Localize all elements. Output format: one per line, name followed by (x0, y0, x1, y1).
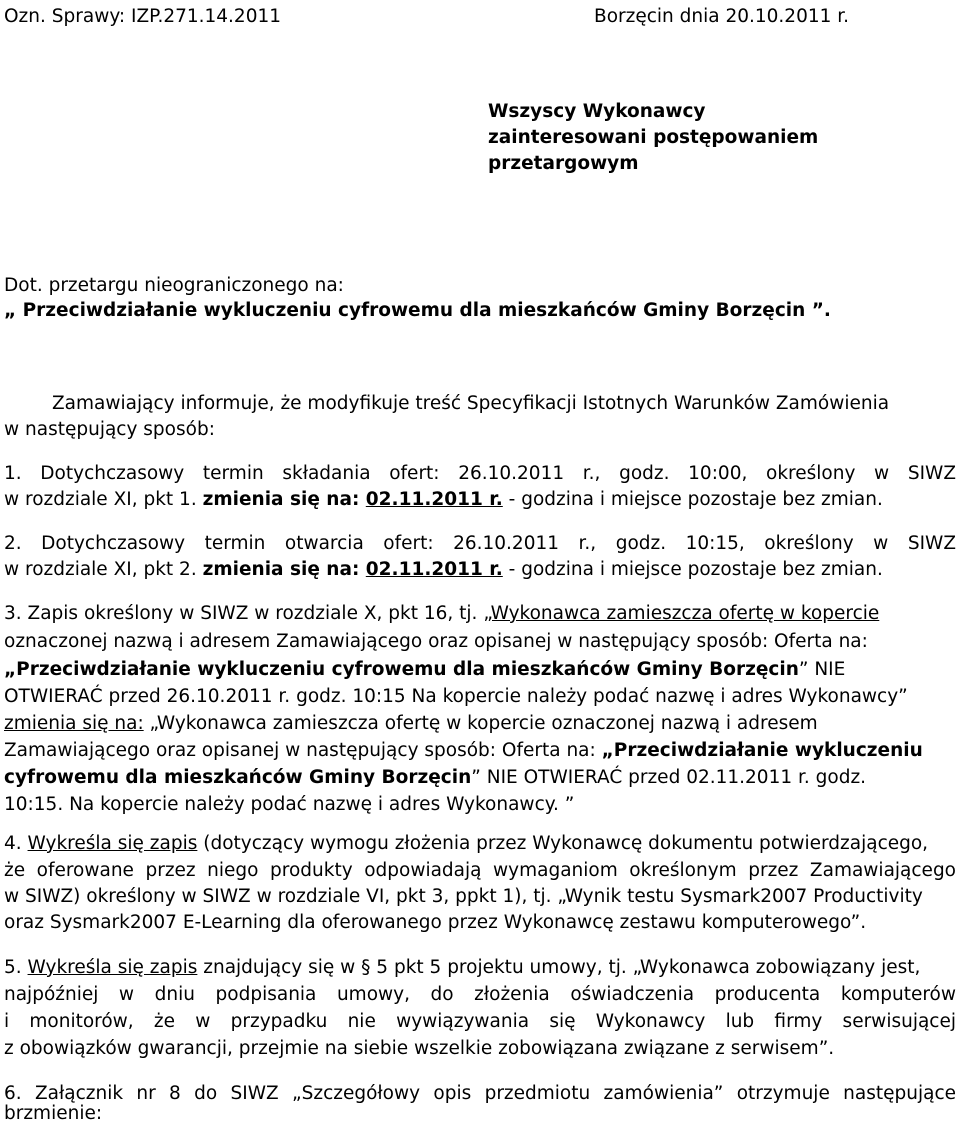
item-3-line-6: Zamawiającego oraz opisanej w następujący sposób: Oferta na: „Przeciwdziałanie wykluczeniu (4, 740, 923, 761)
item-3-line-7: cyfrowemu dla mieszkańców Gminy Borzęcin” NIE OTWIERAĆ przed 02.11.2011 r. godz. (4, 767, 867, 788)
item-4-line-4: oraz Sysmark2007 E-Learning dla oferowanego przez Wykonawcę zestawu komputerowego”. (4, 912, 867, 933)
intro-line-1: Zamawiający informuje, że modyfikuje treść Specyfikacji Istotnych Warunków Zamówienia (52, 393, 890, 414)
item-2-new-date: 02.11.2011 r. (365, 559, 503, 580)
item-2-change-label: zmienia się na: (202, 559, 366, 580)
item-1-line-1: 1. Dotychczasowy termin składania ofert: 26.10.2011 r., godz. 10:00, określony w SIWZ (4, 463, 956, 484)
item-5-line-4: z obowiązków gwarancji, przejmie na siebie wszelkie zobowiązana związane z serwisem”. (4, 1038, 835, 1059)
addressee-line-2: zainteresowani postępowaniem (488, 127, 819, 148)
item-5-strike-label: Wykreśla się zapis (27, 957, 198, 978)
addressee-line-1: Wszyscy Wykonawcy (488, 101, 706, 122)
item-1-new-date: 02.11.2011 r. (365, 489, 503, 510)
item-6-line-2: brzmienie: (4, 1103, 103, 1124)
item-4-line-1: 4. Wykreśla się zapis (dotyczący wymogu złożenia przez Wykonawcę dokumentu potwierdzającego, (4, 833, 929, 854)
item-3-line-1: 3. Zapis określony w SIWZ w rozdziale X, pkt 16, tj. „Wykonawca zamieszcza ofertę w kopercie (4, 603, 880, 624)
intro-line-2: w następujący sposób: (4, 419, 215, 440)
item-6-line-1: 6. Załącznik nr 8 do SIWZ „Szczegółowy opis przedmiotu zamówienia” otrzymuje następujące (4, 1083, 956, 1104)
item-5-line-3: i monitorów, że w przypadku nie wywiązywania się Wykonawcy lub firmy serwisującej (4, 1011, 956, 1032)
subject-line-1: Dot. przetargu nieograniczonego na: (4, 275, 344, 296)
item-4-line-2: że oferowane przez niego produkty odpowiadają wymaganiom określonym przez Zamawiającego (4, 860, 956, 881)
item-4-strike-label: Wykreśla się zapis (27, 833, 198, 854)
addressee-line-3: przetargowym (488, 153, 639, 174)
item-3-line-3: „Przeciwdziałanie wykluczeniu cyfrowemu dla mieszkańców Gminy Borzęcin” NIE (4, 659, 846, 680)
item-1-line-2: w rozdziale XI, pkt 1. zmienia się na: 02.11.2011 r. - godzina i miejsce pozostaje bez zmian. (4, 489, 883, 510)
item-3-line-8: 10:15. Na kopercie należy podać nazwę i adres Wykonawcy. ” (4, 794, 575, 815)
item-2-line-2: w rozdziale XI, pkt 2. zmienia się na: 02.11.2011 r. - godzina i miejsce pozostaje bez zmian. (4, 559, 883, 580)
item-3-line-2: oznaczonej nazwą i adresem Zamawiającego oraz opisanej w następujący sposób: Oferta na: (4, 631, 868, 652)
item-5-line-1: 5. Wykreśla się zapis znajdujący się w § 5 pkt 5 projektu umowy, tj. „Wykonawca zobowiązany jest, (4, 957, 921, 978)
item-3-line-5: zmienia się na: „Wykonawca zamieszcza ofertę w kopercie oznaczonej nazwą i adresem (4, 713, 818, 734)
item-5-line-2: najpóźniej w dniu podpisania umowy, do złożenia oświadczenia producenta komputerów (4, 984, 956, 1005)
item-3-old-quote: „Wykonawca zamieszcza ofertę w kopercie (483, 603, 880, 624)
item-2-line-1: 2. Dotychczasowy termin otwarcia ofert: 26.10.2011 r., godz. 10:15, określony w SIWZ (4, 533, 956, 554)
item-3-line-4: OTWIERAĆ przed 26.10.2011 r. godz. 10:15 Na kopercie należy podać nazwę i adres Wykonawcy” (4, 686, 908, 707)
case-reference: Ozn. Sprawy: IZP.271.14.2011 (4, 6, 282, 27)
subject-title: „ Przeciwdziałanie wykluczeniu cyfrowemu dla mieszkańców Gminy Borzęcin ”. (4, 300, 831, 321)
place-date: Borzęcin dnia 20.10.2011 r. (594, 6, 850, 27)
item-4-line-3: w SIWZ) określony w SIWZ w rozdziale VI, pkt 3, ppkt 1), tj. „Wynik testu Sysmark2007 Productivity (4, 886, 923, 907)
item-3-change-label: zmienia się na: (4, 713, 144, 734)
item-1-change-label: zmienia się na: (202, 489, 366, 510)
